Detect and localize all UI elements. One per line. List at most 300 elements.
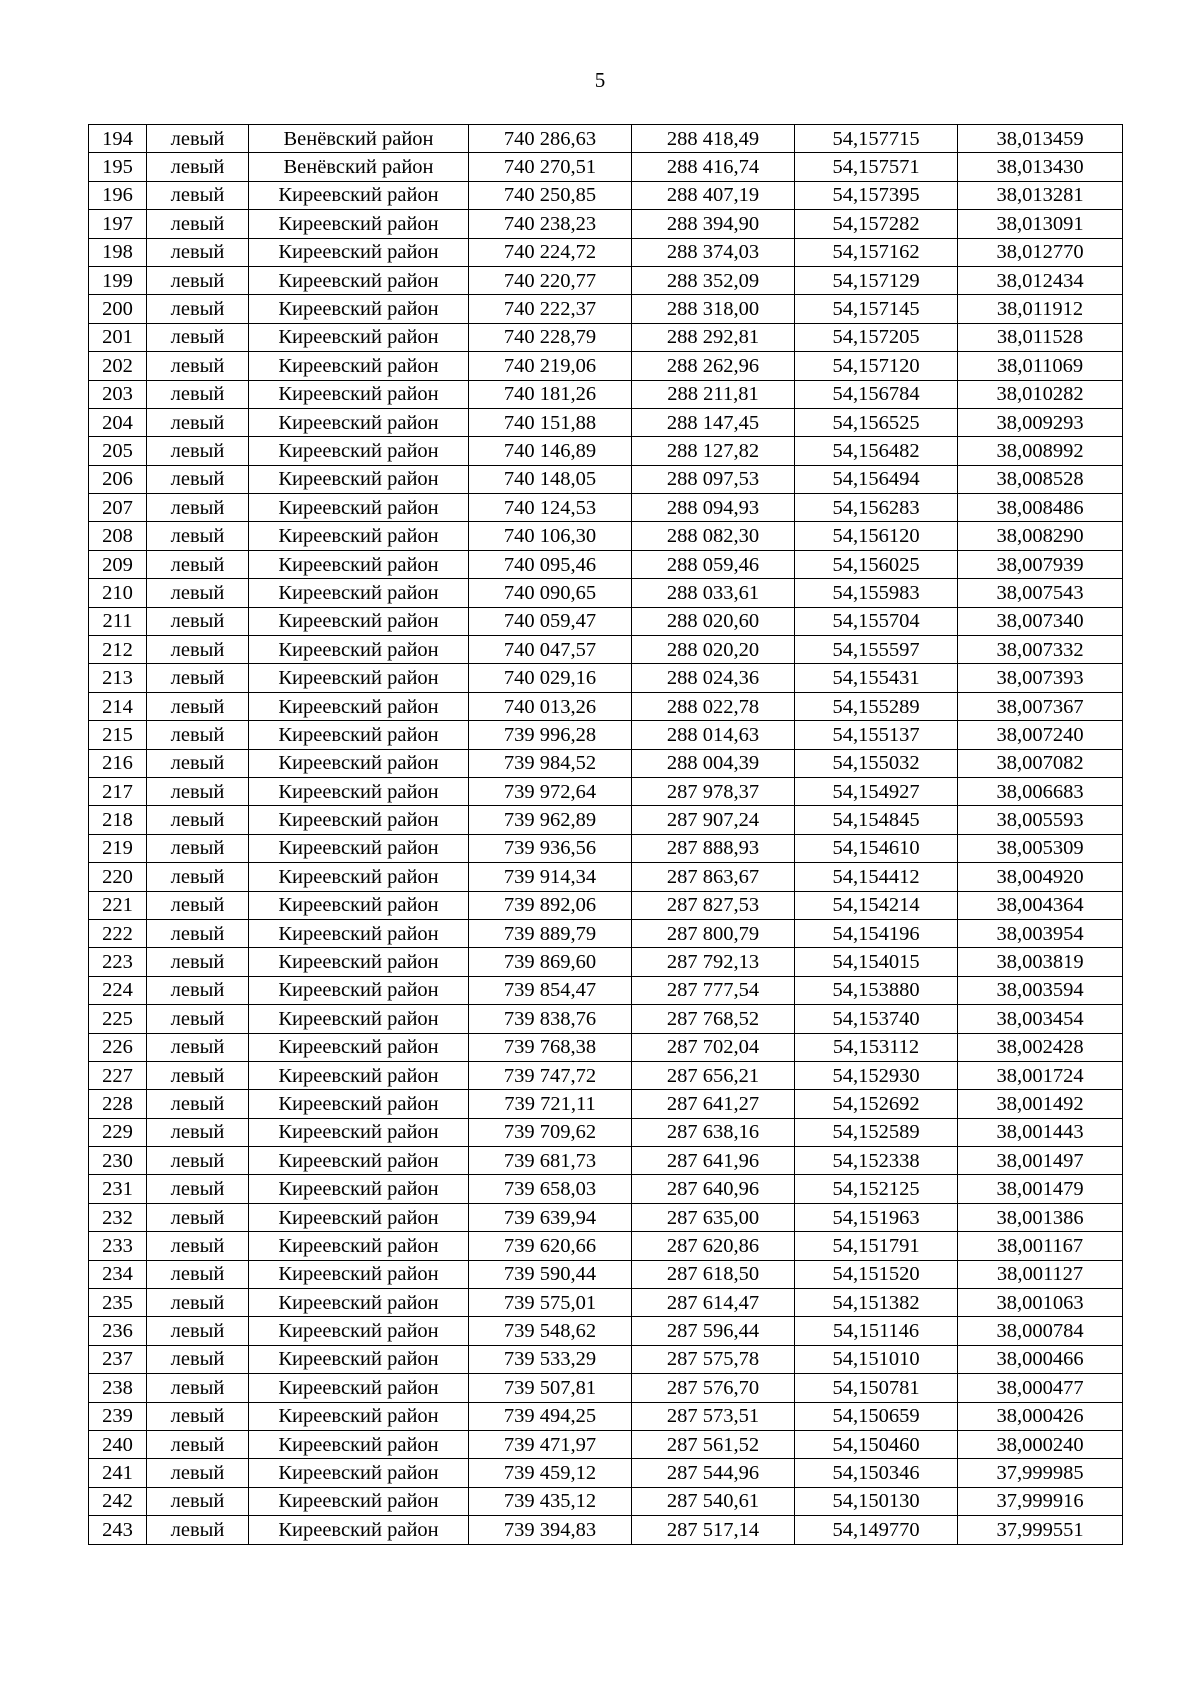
point-number-cell: 230 xyxy=(89,1147,147,1175)
point-number-cell: 218 xyxy=(89,806,147,834)
coord-x-cell: 739 747,72 xyxy=(469,1061,632,1089)
coordinates-table xyxy=(88,124,1123,1545)
coord-y-cell: 287 800,79 xyxy=(632,919,795,947)
longitude-cell: 38,001386 xyxy=(958,1203,1123,1231)
bank-side-cell: левый xyxy=(147,664,249,692)
latitude-cell: 54,152338 xyxy=(795,1147,958,1175)
table-row xyxy=(89,238,1123,266)
point-number-cell: 213 xyxy=(89,664,147,692)
coord-y-cell: 288 004,39 xyxy=(632,749,795,777)
district-cell: Киреевский район xyxy=(249,1516,469,1544)
point-number-cell: 222 xyxy=(89,919,147,947)
district-cell: Киреевский район xyxy=(249,1402,469,1430)
bank-side-cell: левый xyxy=(147,1345,249,1373)
longitude-cell: 38,001724 xyxy=(958,1061,1123,1089)
longitude-cell: 38,003819 xyxy=(958,948,1123,976)
longitude-cell: 38,008992 xyxy=(958,437,1123,465)
district-cell: Киреевский район xyxy=(249,607,469,635)
bank-side-cell: левый xyxy=(147,1487,249,1515)
point-number-cell: 233 xyxy=(89,1232,147,1260)
longitude-cell: 38,003954 xyxy=(958,919,1123,947)
latitude-cell: 54,155289 xyxy=(795,692,958,720)
district-cell: Киреевский район xyxy=(249,181,469,209)
coord-y-cell: 288 318,00 xyxy=(632,295,795,323)
latitude-cell: 54,155431 xyxy=(795,664,958,692)
bank-side-cell: левый xyxy=(147,1289,249,1317)
latitude-cell: 54,154015 xyxy=(795,948,958,976)
table-row xyxy=(89,1005,1123,1033)
longitude-cell: 38,008290 xyxy=(958,522,1123,550)
table-row xyxy=(89,607,1123,635)
bank-side-cell: левый xyxy=(147,522,249,550)
table-row xyxy=(89,1147,1123,1175)
bank-side-cell: левый xyxy=(147,1516,249,1544)
coord-x-cell: 739 996,28 xyxy=(469,721,632,749)
bank-side-cell: левый xyxy=(147,125,249,153)
longitude-cell: 38,001492 xyxy=(958,1090,1123,1118)
district-cell: Киреевский район xyxy=(249,1289,469,1317)
latitude-cell: 54,149770 xyxy=(795,1516,958,1544)
table-row xyxy=(89,1289,1123,1317)
bank-side-cell: левый xyxy=(147,636,249,664)
coord-x-cell: 740 219,06 xyxy=(469,352,632,380)
point-number-cell: 237 xyxy=(89,1345,147,1373)
bank-side-cell: левый xyxy=(147,1459,249,1487)
latitude-cell: 54,154196 xyxy=(795,919,958,947)
point-number-cell: 232 xyxy=(89,1203,147,1231)
bank-side-cell: левый xyxy=(147,1430,249,1458)
latitude-cell: 54,151963 xyxy=(795,1203,958,1231)
coord-y-cell: 287 640,96 xyxy=(632,1175,795,1203)
table-row xyxy=(89,1260,1123,1288)
longitude-cell: 38,003454 xyxy=(958,1005,1123,1033)
coord-x-cell: 739 838,76 xyxy=(469,1005,632,1033)
table-row xyxy=(89,550,1123,578)
coord-x-cell: 740 124,53 xyxy=(469,494,632,522)
coord-x-cell: 740 224,72 xyxy=(469,238,632,266)
district-cell: Киреевский район xyxy=(249,1345,469,1373)
point-number-cell: 202 xyxy=(89,352,147,380)
longitude-cell: 38,005593 xyxy=(958,806,1123,834)
coord-x-cell: 739 494,25 xyxy=(469,1402,632,1430)
latitude-cell: 54,151010 xyxy=(795,1345,958,1373)
district-cell: Киреевский район xyxy=(249,1459,469,1487)
point-number-cell: 199 xyxy=(89,266,147,294)
latitude-cell: 54,156482 xyxy=(795,437,958,465)
bank-side-cell: левый xyxy=(147,1402,249,1430)
point-number-cell: 204 xyxy=(89,408,147,436)
coord-x-cell: 739 681,73 xyxy=(469,1147,632,1175)
coord-x-cell: 740 095,46 xyxy=(469,550,632,578)
district-cell: Киреевский район xyxy=(249,919,469,947)
coord-y-cell: 287 827,53 xyxy=(632,891,795,919)
bank-side-cell: левый xyxy=(147,1175,249,1203)
coord-x-cell: 740 148,05 xyxy=(469,465,632,493)
district-cell: Киреевский район xyxy=(249,1005,469,1033)
bank-side-cell: левый xyxy=(147,1005,249,1033)
bank-side-cell: левый xyxy=(147,891,249,919)
point-number-cell: 226 xyxy=(89,1033,147,1061)
table-row xyxy=(89,494,1123,522)
district-cell: Киреевский район xyxy=(249,380,469,408)
coord-y-cell: 287 768,52 xyxy=(632,1005,795,1033)
table-body xyxy=(89,125,1123,1545)
longitude-cell: 38,006683 xyxy=(958,777,1123,805)
bank-side-cell: левый xyxy=(147,465,249,493)
table-row xyxy=(89,777,1123,805)
bank-side-cell: левый xyxy=(147,266,249,294)
latitude-cell: 54,150659 xyxy=(795,1402,958,1430)
bank-side-cell: левый xyxy=(147,749,249,777)
bank-side-cell: левый xyxy=(147,494,249,522)
coord-x-cell: 740 146,89 xyxy=(469,437,632,465)
district-cell: Киреевский район xyxy=(249,1147,469,1175)
longitude-cell: 38,004920 xyxy=(958,863,1123,891)
point-number-cell: 196 xyxy=(89,181,147,209)
coord-y-cell: 287 888,93 xyxy=(632,834,795,862)
coord-x-cell: 739 721,11 xyxy=(469,1090,632,1118)
coord-y-cell: 288 262,96 xyxy=(632,352,795,380)
longitude-cell: 38,001479 xyxy=(958,1175,1123,1203)
longitude-cell: 38,003594 xyxy=(958,976,1123,1004)
coord-y-cell: 288 094,93 xyxy=(632,494,795,522)
district-cell: Киреевский район xyxy=(249,806,469,834)
coord-y-cell: 288 147,45 xyxy=(632,408,795,436)
table-row xyxy=(89,295,1123,323)
table-row xyxy=(89,1175,1123,1203)
point-number-cell: 209 xyxy=(89,550,147,578)
district-cell: Киреевский район xyxy=(249,1033,469,1061)
bank-side-cell: левый xyxy=(147,976,249,1004)
longitude-cell: 38,004364 xyxy=(958,891,1123,919)
coord-y-cell: 287 620,86 xyxy=(632,1232,795,1260)
table-row xyxy=(89,1317,1123,1345)
bank-side-cell: левый xyxy=(147,1033,249,1061)
point-number-cell: 235 xyxy=(89,1289,147,1317)
bank-side-cell: левый xyxy=(147,721,249,749)
point-number-cell: 236 xyxy=(89,1317,147,1345)
district-cell: Венёвский район xyxy=(249,153,469,181)
bank-side-cell: левый xyxy=(147,948,249,976)
district-cell: Киреевский район xyxy=(249,948,469,976)
district-cell: Киреевский район xyxy=(249,777,469,805)
table-row xyxy=(89,1203,1123,1231)
table-row xyxy=(89,636,1123,664)
coord-y-cell: 288 407,19 xyxy=(632,181,795,209)
coord-y-cell: 287 618,50 xyxy=(632,1260,795,1288)
coord-y-cell: 287 540,61 xyxy=(632,1487,795,1515)
table-row xyxy=(89,806,1123,834)
district-cell: Киреевский район xyxy=(249,323,469,351)
table-row xyxy=(89,1232,1123,1260)
longitude-cell: 38,007367 xyxy=(958,692,1123,720)
longitude-cell: 38,012770 xyxy=(958,238,1123,266)
latitude-cell: 54,153112 xyxy=(795,1033,958,1061)
coord-y-cell: 287 641,96 xyxy=(632,1147,795,1175)
bank-side-cell: левый xyxy=(147,238,249,266)
bank-side-cell: левый xyxy=(147,352,249,380)
district-cell: Киреевский район xyxy=(249,238,469,266)
latitude-cell: 54,152589 xyxy=(795,1118,958,1146)
longitude-cell: 37,999551 xyxy=(958,1516,1123,1544)
district-cell: Киреевский район xyxy=(249,550,469,578)
district-cell: Киреевский район xyxy=(249,976,469,1004)
district-cell: Киреевский район xyxy=(249,1175,469,1203)
bank-side-cell: левый xyxy=(147,1061,249,1089)
coord-x-cell: 740 286,63 xyxy=(469,125,632,153)
coord-x-cell: 740 220,77 xyxy=(469,266,632,294)
longitude-cell: 38,013281 xyxy=(958,181,1123,209)
bank-side-cell: левый xyxy=(147,380,249,408)
district-cell: Киреевский район xyxy=(249,522,469,550)
point-number-cell: 242 xyxy=(89,1487,147,1515)
bank-side-cell: левый xyxy=(147,210,249,238)
bank-side-cell: левый xyxy=(147,1232,249,1260)
latitude-cell: 54,157120 xyxy=(795,352,958,380)
bank-side-cell: левый xyxy=(147,579,249,607)
district-cell: Киреевский район xyxy=(249,437,469,465)
coord-x-cell: 740 151,88 xyxy=(469,408,632,436)
table-row xyxy=(89,437,1123,465)
table-row xyxy=(89,153,1123,181)
coord-x-cell: 739 854,47 xyxy=(469,976,632,1004)
longitude-cell: 38,001497 xyxy=(958,1147,1123,1175)
longitude-cell: 38,007393 xyxy=(958,664,1123,692)
district-cell: Киреевский район xyxy=(249,1317,469,1345)
bank-side-cell: левый xyxy=(147,153,249,181)
district-cell: Киреевский район xyxy=(249,1090,469,1118)
table-row xyxy=(89,522,1123,550)
table-row xyxy=(89,323,1123,351)
coord-x-cell: 740 029,16 xyxy=(469,664,632,692)
point-number-cell: 227 xyxy=(89,1061,147,1089)
district-cell: Киреевский район xyxy=(249,295,469,323)
coord-x-cell: 740 047,57 xyxy=(469,636,632,664)
latitude-cell: 54,157162 xyxy=(795,238,958,266)
coord-x-cell: 740 013,26 xyxy=(469,692,632,720)
bank-side-cell: левый xyxy=(147,1374,249,1402)
latitude-cell: 54,156525 xyxy=(795,408,958,436)
table-row xyxy=(89,692,1123,720)
longitude-cell: 37,999916 xyxy=(958,1487,1123,1515)
longitude-cell: 38,013430 xyxy=(958,153,1123,181)
longitude-cell: 38,011069 xyxy=(958,352,1123,380)
bank-side-cell: левый xyxy=(147,607,249,635)
point-number-cell: 223 xyxy=(89,948,147,976)
point-number-cell: 216 xyxy=(89,749,147,777)
latitude-cell: 54,150460 xyxy=(795,1430,958,1458)
coord-y-cell: 287 777,54 xyxy=(632,976,795,1004)
longitude-cell: 38,000466 xyxy=(958,1345,1123,1373)
coord-x-cell: 739 962,89 xyxy=(469,806,632,834)
point-number-cell: 224 xyxy=(89,976,147,1004)
bank-side-cell: левый xyxy=(147,1090,249,1118)
district-cell: Киреевский район xyxy=(249,891,469,919)
longitude-cell: 38,001443 xyxy=(958,1118,1123,1146)
coord-x-cell: 739 768,38 xyxy=(469,1033,632,1061)
district-cell: Киреевский район xyxy=(249,210,469,238)
point-number-cell: 197 xyxy=(89,210,147,238)
point-number-cell: 214 xyxy=(89,692,147,720)
bank-side-cell: левый xyxy=(147,863,249,891)
coord-y-cell: 287 561,52 xyxy=(632,1430,795,1458)
coord-y-cell: 288 394,90 xyxy=(632,210,795,238)
district-cell: Киреевский район xyxy=(249,863,469,891)
longitude-cell: 38,008528 xyxy=(958,465,1123,493)
table-row xyxy=(89,664,1123,692)
coord-x-cell: 740 059,47 xyxy=(469,607,632,635)
point-number-cell: 210 xyxy=(89,579,147,607)
coord-x-cell: 740 228,79 xyxy=(469,323,632,351)
latitude-cell: 54,154927 xyxy=(795,777,958,805)
longitude-cell: 37,999985 xyxy=(958,1459,1123,1487)
longitude-cell: 38,000240 xyxy=(958,1430,1123,1458)
table-row xyxy=(89,1374,1123,1402)
district-cell: Киреевский район xyxy=(249,352,469,380)
coord-y-cell: 288 024,36 xyxy=(632,664,795,692)
bank-side-cell: левый xyxy=(147,919,249,947)
coord-y-cell: 287 702,04 xyxy=(632,1033,795,1061)
table-row xyxy=(89,1402,1123,1430)
longitude-cell: 38,000477 xyxy=(958,1374,1123,1402)
coord-x-cell: 739 709,62 xyxy=(469,1118,632,1146)
longitude-cell: 38,010282 xyxy=(958,380,1123,408)
coord-x-cell: 739 639,94 xyxy=(469,1203,632,1231)
latitude-cell: 54,151382 xyxy=(795,1289,958,1317)
district-cell: Киреевский район xyxy=(249,1232,469,1260)
point-number-cell: 211 xyxy=(89,607,147,635)
table-row xyxy=(89,210,1123,238)
coord-y-cell: 287 978,37 xyxy=(632,777,795,805)
coord-x-cell: 740 238,23 xyxy=(469,210,632,238)
point-number-cell: 207 xyxy=(89,494,147,522)
latitude-cell: 54,155137 xyxy=(795,721,958,749)
district-cell: Киреевский район xyxy=(249,408,469,436)
bank-side-cell: левый xyxy=(147,834,249,862)
point-number-cell: 205 xyxy=(89,437,147,465)
coord-x-cell: 739 914,34 xyxy=(469,863,632,891)
coord-y-cell: 287 863,67 xyxy=(632,863,795,891)
coord-x-cell: 739 658,03 xyxy=(469,1175,632,1203)
district-cell: Киреевский район xyxy=(249,494,469,522)
latitude-cell: 54,154610 xyxy=(795,834,958,862)
coord-x-cell: 739 435,12 xyxy=(469,1487,632,1515)
coord-y-cell: 287 638,16 xyxy=(632,1118,795,1146)
coord-x-cell: 739 548,62 xyxy=(469,1317,632,1345)
latitude-cell: 54,154845 xyxy=(795,806,958,834)
point-number-cell: 194 xyxy=(89,125,147,153)
coord-y-cell: 288 014,63 xyxy=(632,721,795,749)
coord-y-cell: 287 575,78 xyxy=(632,1345,795,1373)
coord-x-cell: 740 106,30 xyxy=(469,522,632,550)
bank-side-cell: левый xyxy=(147,408,249,436)
table-row xyxy=(89,465,1123,493)
coord-y-cell: 288 022,78 xyxy=(632,692,795,720)
table-row xyxy=(89,1033,1123,1061)
district-cell: Киреевский район xyxy=(249,1374,469,1402)
coord-y-cell: 288 097,53 xyxy=(632,465,795,493)
coord-x-cell: 739 590,44 xyxy=(469,1260,632,1288)
bank-side-cell: левый xyxy=(147,550,249,578)
longitude-cell: 38,008486 xyxy=(958,494,1123,522)
coord-y-cell: 288 082,30 xyxy=(632,522,795,550)
table-row xyxy=(89,834,1123,862)
point-number-cell: 198 xyxy=(89,238,147,266)
point-number-cell: 206 xyxy=(89,465,147,493)
latitude-cell: 54,156784 xyxy=(795,380,958,408)
latitude-cell: 54,156120 xyxy=(795,522,958,550)
table-row xyxy=(89,919,1123,947)
bank-side-cell: левый xyxy=(147,777,249,805)
latitude-cell: 54,150346 xyxy=(795,1459,958,1487)
table-row xyxy=(89,352,1123,380)
table-row xyxy=(89,749,1123,777)
district-cell: Киреевский район xyxy=(249,1203,469,1231)
coord-y-cell: 287 792,13 xyxy=(632,948,795,976)
coord-y-cell: 287 907,24 xyxy=(632,806,795,834)
coord-y-cell: 288 374,03 xyxy=(632,238,795,266)
coord-y-cell: 288 033,61 xyxy=(632,579,795,607)
point-number-cell: 208 xyxy=(89,522,147,550)
bank-side-cell: левый xyxy=(147,692,249,720)
table-row xyxy=(89,1090,1123,1118)
point-number-cell: 241 xyxy=(89,1459,147,1487)
table-row xyxy=(89,976,1123,1004)
longitude-cell: 38,000784 xyxy=(958,1317,1123,1345)
table-row xyxy=(89,1345,1123,1373)
coord-y-cell: 288 059,46 xyxy=(632,550,795,578)
longitude-cell: 38,007340 xyxy=(958,607,1123,635)
point-number-cell: 215 xyxy=(89,721,147,749)
district-cell: Киреевский район xyxy=(249,834,469,862)
bank-side-cell: левый xyxy=(147,1260,249,1288)
coord-x-cell: 739 507,81 xyxy=(469,1374,632,1402)
longitude-cell: 38,012434 xyxy=(958,266,1123,294)
longitude-cell: 38,011912 xyxy=(958,295,1123,323)
table-row xyxy=(89,1061,1123,1089)
longitude-cell: 38,001167 xyxy=(958,1232,1123,1260)
bank-side-cell: левый xyxy=(147,806,249,834)
district-cell: Киреевский район xyxy=(249,579,469,607)
coord-x-cell: 739 471,97 xyxy=(469,1430,632,1458)
point-number-cell: 228 xyxy=(89,1090,147,1118)
table-row xyxy=(89,1430,1123,1458)
district-cell: Киреевский район xyxy=(249,1487,469,1515)
district-cell: Киреевский район xyxy=(249,636,469,664)
bank-side-cell: левый xyxy=(147,1317,249,1345)
page-number: 5 xyxy=(594,68,606,92)
coord-x-cell: 739 869,60 xyxy=(469,948,632,976)
coord-x-cell: 739 984,52 xyxy=(469,749,632,777)
latitude-cell: 54,156283 xyxy=(795,494,958,522)
coord-y-cell: 287 573,51 xyxy=(632,1402,795,1430)
table-row xyxy=(89,1118,1123,1146)
point-number-cell: 221 xyxy=(89,891,147,919)
coord-y-cell: 287 576,70 xyxy=(632,1374,795,1402)
coord-x-cell: 739 620,66 xyxy=(469,1232,632,1260)
coord-y-cell: 287 517,14 xyxy=(632,1516,795,1544)
longitude-cell: 38,007939 xyxy=(958,550,1123,578)
point-number-cell: 229 xyxy=(89,1118,147,1146)
latitude-cell: 54,151520 xyxy=(795,1260,958,1288)
bank-side-cell: левый xyxy=(147,1147,249,1175)
coord-y-cell: 288 416,74 xyxy=(632,153,795,181)
coord-x-cell: 740 270,51 xyxy=(469,153,632,181)
coord-y-cell: 287 635,00 xyxy=(632,1203,795,1231)
latitude-cell: 54,155597 xyxy=(795,636,958,664)
point-number-cell: 212 xyxy=(89,636,147,664)
coord-x-cell: 740 222,37 xyxy=(469,295,632,323)
